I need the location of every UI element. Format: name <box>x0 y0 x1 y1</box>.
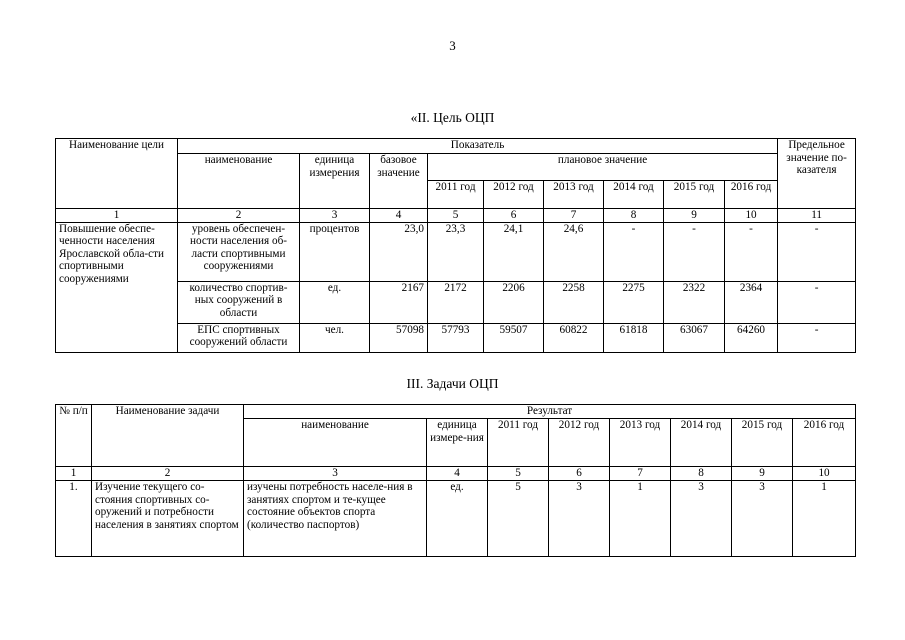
tasks-table <box>55 404 856 557</box>
limit-value: - <box>778 323 856 352</box>
planned-value: - <box>604 222 664 281</box>
result-value: 1 <box>610 481 671 557</box>
page-number: 3 <box>449 38 456 53</box>
header-result-name: наименование <box>244 419 427 467</box>
planned-value: 59507 <box>484 323 544 352</box>
planned-value: 2258 <box>544 281 604 323</box>
column-number: 1 <box>56 209 178 223</box>
column-number: 2 <box>178 209 300 223</box>
header-limit-value: Предельное значение по-казателя <box>778 139 856 209</box>
column-number: 9 <box>732 467 793 481</box>
result-value: 1 <box>793 481 856 557</box>
header-year: 2016 год <box>725 181 778 209</box>
column-number: 7 <box>610 467 671 481</box>
result-value: 3 <box>732 481 793 557</box>
header-goal-name: Наименование цели <box>56 139 178 209</box>
header-year: 2011 год <box>428 181 484 209</box>
result-value: 3 <box>549 481 610 557</box>
column-number: 8 <box>671 467 732 481</box>
base-value: 23,0 <box>370 222 428 281</box>
column-number: 8 <box>604 209 664 223</box>
column-number: 2 <box>92 467 244 481</box>
column-number: 10 <box>725 209 778 223</box>
planned-value: 64260 <box>725 323 778 352</box>
planned-value: 23,3 <box>428 222 484 281</box>
indicator-name: количество спортив-ных сооружений в области <box>178 281 300 323</box>
planned-value: 60822 <box>544 323 604 352</box>
header-year: 2015 год <box>732 419 793 467</box>
goal-name: Повышение обеспе-ченности населения Ярославской обла-сти спортивными сооружениями <box>56 222 178 352</box>
unit: ед. <box>300 281 370 323</box>
header-year: 2014 год <box>604 181 664 209</box>
limit-value: - <box>778 281 856 323</box>
header-year: 2013 год <box>544 181 604 209</box>
column-number: 6 <box>484 209 544 223</box>
table-row <box>56 481 856 557</box>
planned-value: 63067 <box>664 323 725 352</box>
unit: чел. <box>300 323 370 352</box>
header-base-value: базовое значение <box>370 154 428 209</box>
header-unit: единица измере-ния <box>427 419 488 467</box>
planned-value: - <box>664 222 725 281</box>
task-name: Изучение текущего со-стояния спортивных со-оружений и потребности населения в занятиях спортом <box>92 481 244 557</box>
column-number: 1 <box>56 467 92 481</box>
column-number: 6 <box>549 467 610 481</box>
goals-table <box>55 138 856 353</box>
indicator-name: уровень обеспечен-ности населения об-ласти спортивными сооружениями <box>178 222 300 281</box>
planned-value: 57793 <box>428 323 484 352</box>
header-task-name: Наименование задачи <box>92 405 244 467</box>
column-number: 3 <box>300 209 370 223</box>
column-number: 7 <box>544 209 604 223</box>
column-number: 5 <box>428 209 484 223</box>
unit: процентов <box>300 222 370 281</box>
planned-value: 2322 <box>664 281 725 323</box>
result-value: 3 <box>671 481 732 557</box>
header-row-number: № п/п <box>56 405 92 467</box>
header-year: 2012 год <box>484 181 544 209</box>
planned-value: 2206 <box>484 281 544 323</box>
section-2-title: «II. Цель ОЦП <box>410 110 495 125</box>
header-indicator: Показатель <box>178 139 778 154</box>
indicator-name: ЕПС спортивных сооружений области <box>178 323 300 352</box>
header-year: 2014 год <box>671 419 732 467</box>
planned-value: 2364 <box>725 281 778 323</box>
column-number: 10 <box>793 467 856 481</box>
header-year: 2012 год <box>549 419 610 467</box>
header-year: 2013 год <box>610 419 671 467</box>
base-value: 2167 <box>370 281 428 323</box>
header-indicator-name: наименование <box>178 154 300 209</box>
column-number: 4 <box>427 467 488 481</box>
header-year: 2011 год <box>488 419 549 467</box>
result-name: изучены потребность населе-ния в занятиях спортом и те-кущее состояние объектов спорта (количество паспортов) <box>244 481 427 557</box>
column-number: 3 <box>244 467 427 481</box>
header-year: 2015 год <box>664 181 725 209</box>
header-result: Результат <box>244 405 856 419</box>
planned-value: 2172 <box>428 281 484 323</box>
column-number: 4 <box>370 209 428 223</box>
base-value: 57098 <box>370 323 428 352</box>
column-number: 11 <box>778 209 856 223</box>
planned-value: 24,1 <box>484 222 544 281</box>
section-3-title: III. Задачи ОЦП <box>406 376 499 391</box>
header-unit: единица измерения <box>300 154 370 209</box>
row-number: 1. <box>56 481 92 557</box>
unit: ед. <box>427 481 488 557</box>
limit-value: - <box>778 222 856 281</box>
column-number: 9 <box>664 209 725 223</box>
result-value: 5 <box>488 481 549 557</box>
header-planned-value: плановое значение <box>428 154 778 181</box>
planned-value: 61818 <box>604 323 664 352</box>
planned-value: 24,6 <box>544 222 604 281</box>
planned-value: - <box>725 222 778 281</box>
planned-value: 2275 <box>604 281 664 323</box>
column-number: 5 <box>488 467 549 481</box>
table-row <box>56 222 856 281</box>
header-year: 2016 год <box>793 419 856 467</box>
